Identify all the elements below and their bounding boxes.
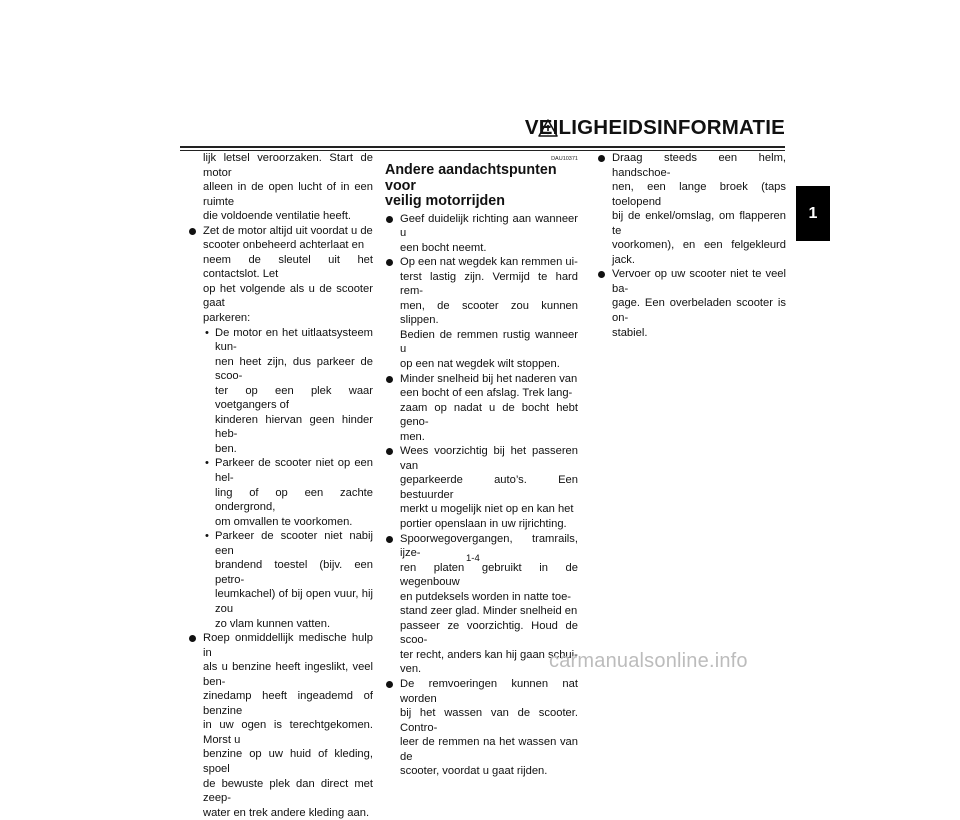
sub-bullet-item xyxy=(188,529,373,631)
text-line: Parkeer de scooter niet nabij een xyxy=(215,530,373,557)
bullet-dot-icon xyxy=(386,536,393,543)
text-line: op het volgende als u de scooter gaat xyxy=(203,282,373,310)
text-line: Draag steeds een helm, handschoe- xyxy=(612,152,786,179)
text-line: De remvoeringen kunnen nat worden xyxy=(400,678,578,705)
text-line: zo vlam kunnen vatten. xyxy=(215,617,331,630)
text-line: alleen in de open lucht of in een ruimte xyxy=(203,181,373,208)
text-line: nen, een lange broek (taps toelopend xyxy=(612,181,786,208)
bullet-item xyxy=(385,255,578,371)
text-line: ben. xyxy=(215,442,237,455)
bullet-item xyxy=(597,151,786,267)
bullet-dot-icon xyxy=(386,216,393,223)
text-line: portier openslaan in uw rijrichting. xyxy=(400,517,567,530)
text-line: water en trek andere kleding aan. xyxy=(203,806,370,819)
title-line: veilig motorrijden xyxy=(385,193,505,209)
watermark: carmanualsonline.info xyxy=(549,650,748,672)
text-line: neem de sleutel uit het contactslot. Let xyxy=(203,253,373,281)
text-line: De motor en het uitlaatsysteem kun- xyxy=(215,326,373,354)
text-line: zinedamp heeft ingeademd of benzine xyxy=(203,690,373,717)
text-line: lijk letsel veroorzaken. Start de motor xyxy=(203,152,373,179)
text-line: stabiel. xyxy=(612,326,648,339)
text-line: men. xyxy=(400,430,425,443)
text-line: stand zeer glad. Minder snelheid en xyxy=(400,605,578,618)
text-line: Parkeer de scooter niet op een hel- xyxy=(215,457,373,485)
column-1 xyxy=(188,151,373,820)
bullet-dot-icon xyxy=(189,635,196,642)
bullet-item xyxy=(188,224,373,326)
text-line: Bedien de remmen rustig wanneer u xyxy=(400,328,578,356)
section-title xyxy=(385,163,578,210)
text-line: Op een nat wegdek kan remmen ui- xyxy=(400,256,578,269)
text-line: benzine op uw huid of kleding, spoel xyxy=(203,748,373,775)
text-line: bij het wassen van de scooter. Contro- xyxy=(400,707,578,734)
bullet-item xyxy=(385,444,578,531)
text-line: Zet de motor altijd uit voordat u de xyxy=(203,224,373,237)
title-line: Andere aandachtspunten voor xyxy=(385,162,557,194)
text-line: voorkomen), en een felgekleurd jack. xyxy=(612,239,786,266)
bullet-dot-icon xyxy=(386,681,393,688)
text-line: ren platen gebruikt in de wegenbouw xyxy=(400,561,578,589)
text-line: Geef duidelijk richting aan wanneer u xyxy=(400,212,578,240)
text-line: men, de scooter zou kunnen slippen. xyxy=(400,299,578,327)
text-line: geparkeerde auto’s. Een bestuurder xyxy=(400,474,578,501)
bullet-dot-icon xyxy=(598,271,605,278)
text-line: Minder snelheid bij het naderen van xyxy=(400,372,578,385)
text-line: Vervoer op uw scooter niet te veel ba- xyxy=(612,268,786,295)
text-line: leumkachel) of bij open vuur, hij zou xyxy=(215,588,373,615)
text-line: parkeren: xyxy=(203,312,251,325)
small-bullet-icon: • xyxy=(205,326,209,339)
column-2 xyxy=(385,156,578,779)
bullet-dot-icon xyxy=(386,259,393,266)
text-line: een bocht of een afslag. Trek lang- xyxy=(400,387,573,400)
bullet-item xyxy=(385,677,578,779)
text-line: in uw ogen is terechtgekomen. Morst u xyxy=(203,719,373,746)
section-header-title: VEILIGHEIDSINFORMATIE xyxy=(524,116,785,139)
page-number: 1-4 xyxy=(466,553,480,564)
text-line: om omvallen te voorkomen. xyxy=(215,515,353,528)
bullet-item xyxy=(385,372,578,445)
text-line: nen heet zijn, dus parkeer de scoo- xyxy=(215,355,373,383)
text-line: scooter, voordat u gaat rijden. xyxy=(400,765,548,778)
text-line: Spoorwegovergangen, tramrails, ijze- xyxy=(400,532,578,560)
text-line: die voldoende ventilatie heeft. xyxy=(203,210,352,223)
sub-bullet-item xyxy=(188,456,373,529)
column-3 xyxy=(597,151,786,340)
text-line: ter recht, anders kan hij gaan schui- xyxy=(400,648,578,661)
text-line: terst lastig zijn. Vermijd te hard rem- xyxy=(400,270,578,298)
bullet-item xyxy=(385,212,578,256)
text-line: gage. Een overbeladen scooter is on- xyxy=(612,297,786,325)
bullet-dot-icon xyxy=(598,155,605,162)
bullet-item xyxy=(188,631,373,820)
text-line: als u benzine heeft ingeslikt, veel ben- xyxy=(203,661,373,688)
text-line: ter op een plek waar voetgangers of xyxy=(215,384,373,412)
text-line: kinderen hiervan geen hinder heb- xyxy=(215,413,373,441)
text-line: ven. xyxy=(400,663,422,676)
text-line: Wees voorzichtig bij het passeren van xyxy=(400,445,578,472)
bullet-dot-icon xyxy=(386,448,393,455)
bullet-dot-icon xyxy=(386,376,393,383)
document-code: DAU10371 xyxy=(551,156,578,162)
chapter-tab: 1 xyxy=(796,186,830,241)
text-line: brandend toestel (bijv. een petro- xyxy=(215,559,373,586)
text-line: de bewuste plek dan direct met zeep- xyxy=(203,777,373,805)
header-rule xyxy=(180,146,785,148)
text-line: en putdeksels worden in natte toe- xyxy=(400,590,572,603)
small-bullet-icon: • xyxy=(205,530,209,543)
sub-bullet-item xyxy=(188,326,373,457)
text-line: passeer ze voorzichtig. Houd de scoo- xyxy=(400,619,578,647)
text-line: scooter onbeheerd achterlaat en xyxy=(203,239,365,252)
text-line: Roep onmiddellijk medische hulp in xyxy=(203,632,373,659)
bullet-dot-icon xyxy=(189,228,196,235)
text-line: leer de remmen na het wassen van de xyxy=(400,736,578,763)
text-line: merkt u mogelijk niet op en kan het xyxy=(400,503,574,516)
text-line: zaam op nadat u de bocht hebt geno- xyxy=(400,401,578,429)
bullet-item xyxy=(597,267,786,340)
small-bullet-icon: • xyxy=(205,457,209,470)
text-line: op een nat wegdek wilt stoppen. xyxy=(400,357,560,370)
text-line: een bocht neemt. xyxy=(400,241,487,254)
text-line: ling of op een zachte ondergrond, xyxy=(215,486,373,514)
text-line: bij de enkel/omslag, om flapperen te xyxy=(612,210,786,237)
intro-paragraph xyxy=(188,151,373,224)
